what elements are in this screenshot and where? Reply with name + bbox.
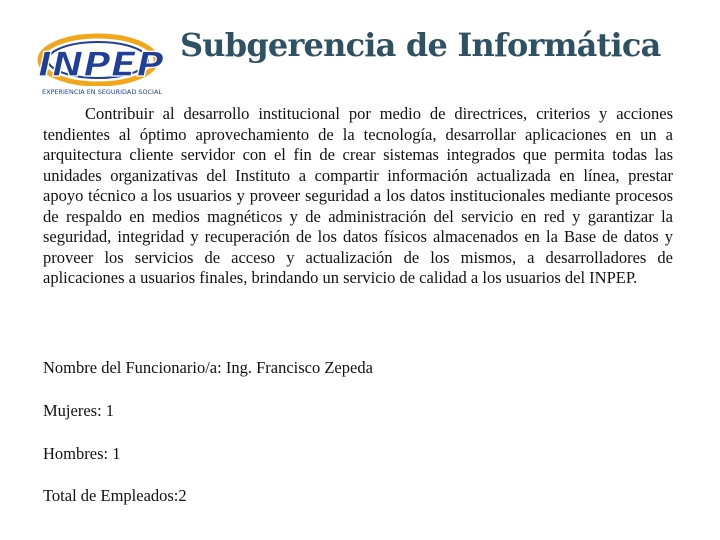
svg-text:EXPERIENCIA EN SEGURIDAD SOCIA: EXPERIENCIA EN SEGURIDAD SOCIAL [42, 88, 163, 96]
description-paragraph: Contribuir al desarrollo institucional por medio de directrices, criterios y acciones tendientes al óptimo aprovechamiento de la tecnología, desarrollar aplicaciones en un a arquitectura cliente servidor con el fin de crear sistemas integrados que permita todas las unidades organizativas del Instituto a compartir información actualizada en línea, prestar apoyo técnico a los usuarios y proveer seguridad a los datos institucionales mediante procesos de respaldo en medios magnéticos y de administración del servicio en red y garantizar la seguridad, integridad y recuperación de los datos físicos almacenados en la Base de datos y proveer los servicios de acceso y actualización de los mismos, a desarrolladores de aplicaciones a usuarios finales, brindando un servicio de calidad a los usuarios del INPEP. [43, 104, 673, 287]
page-title: Subgerencia de Informática [180, 26, 661, 64]
funcionario-name: Nombre del Funcionario/a: Ing. Francisco Zepeda [43, 358, 373, 377]
svg-text:INPEP: INPEP [38, 45, 165, 85]
total-empleados: Total de Empleados:2 [43, 486, 187, 505]
hombres-count: Hombres: 1 [43, 444, 121, 463]
inpep-logo [32, 30, 170, 98]
mujeres-count: Mujeres: 1 [43, 401, 115, 420]
